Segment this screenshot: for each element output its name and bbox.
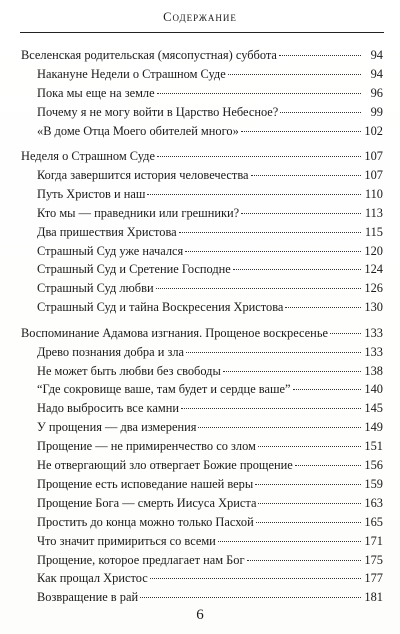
dot-leader — [150, 578, 361, 579]
toc-entry-title: Что значит примириться со всеми — [37, 533, 216, 548]
toc-entry-page: 149 — [364, 420, 383, 435]
toc-entry-title: Прощение — не примиренчество со злом — [37, 439, 256, 454]
toc-entry-page: 133 — [364, 344, 383, 359]
toc-entry-page: 120 — [364, 243, 383, 258]
toc-section — [21, 147, 383, 317]
toc-entry-title: Путь Христов и наш — [37, 186, 146, 201]
toc-entry-title: “Где сокровище ваше, там будет и сердце ваше” — [37, 382, 291, 397]
dot-leader — [295, 465, 361, 466]
toc-entry-title: Простить до конца можно только Пасхой — [37, 514, 254, 529]
toc-entry — [21, 103, 383, 122]
toc-entry-page: 107 — [364, 167, 383, 182]
dot-leader — [140, 597, 361, 598]
toc-entry — [21, 260, 383, 279]
toc-entry-page: 94 — [370, 48, 383, 62]
dot-leader — [233, 269, 361, 270]
dot-leader — [258, 446, 361, 447]
toc-entry — [21, 475, 383, 494]
toc-entry-title: Прощение, которое предлагает нам Бог — [37, 552, 245, 567]
toc-entry — [21, 65, 383, 84]
toc-entry-page: 124 — [364, 262, 383, 277]
toc-entry — [21, 223, 383, 242]
toc-entry-title: Страшный Суд уже начался — [37, 243, 184, 258]
toc-entry-title: У прощения — два измерения — [37, 420, 197, 435]
toc-entry-page: 126 — [364, 281, 383, 296]
toc-entry — [21, 380, 383, 399]
toc-entry — [21, 362, 383, 381]
toc-section — [21, 46, 383, 141]
toc-entry — [21, 242, 383, 261]
toc-entry-page: 145 — [364, 401, 383, 416]
dot-leader — [218, 541, 361, 542]
toc-entry — [21, 298, 383, 317]
dot-leader — [147, 194, 361, 195]
toc-entry-title: Древо познания добра и зла — [37, 344, 185, 359]
toc-entry-title: Кто мы — праведники или грешники? — [37, 205, 240, 220]
toc-entry — [21, 588, 383, 607]
toc-section-entry — [21, 147, 383, 166]
dot-leader — [293, 389, 361, 390]
toc-entry — [21, 456, 383, 475]
toc-entry-page: 96 — [370, 85, 383, 100]
toc-entry-page: 94 — [370, 66, 383, 81]
dot-leader — [181, 408, 361, 409]
dot-leader — [330, 333, 361, 334]
toc-entry-title: Не может быть любви без свободы — [37, 363, 221, 378]
toc-entry — [21, 513, 383, 532]
dot-leader — [280, 112, 361, 113]
toc-section-entry — [21, 324, 383, 343]
toc-entry — [21, 343, 383, 362]
dot-leader — [258, 503, 361, 504]
toc-entry-page: 165 — [364, 514, 383, 529]
toc-entry — [21, 204, 383, 223]
dot-leader — [186, 352, 361, 353]
table-of-contents — [21, 46, 383, 614]
toc-entry-page: 181 — [364, 590, 383, 605]
toc-entry-title: Вселенская родительская (мясопустная) суббота — [21, 48, 277, 62]
toc-entry-page: 151 — [364, 439, 383, 454]
toc-entry-title: Страшный Суд и Сретение Господне — [37, 262, 231, 277]
toc-entry-title: Возвращение в рай — [37, 590, 139, 605]
toc-entry-page: 159 — [364, 476, 383, 491]
toc-section-entry — [21, 46, 383, 65]
toc-entry-title: Пока мы еще на земле — [37, 85, 155, 100]
toc-entry-page: 175 — [364, 552, 383, 567]
toc-entry-title: Не отвергающий зло отвергает Божие прощение — [37, 458, 293, 473]
toc-entry-page: 163 — [364, 495, 383, 510]
header-rule — [20, 32, 384, 33]
toc-entry-page: 102 — [364, 123, 383, 138]
toc-entry-page: 133 — [364, 325, 383, 340]
toc-entry-page: 130 — [364, 300, 383, 315]
toc-entry — [21, 185, 383, 204]
dot-leader — [156, 288, 361, 289]
dot-leader — [157, 156, 361, 157]
toc-entry-title: Воспоминание Адамова изгнания. Прощеное воскресенье — [21, 325, 328, 340]
toc-entry-title: Накануне Недели о Страшном Суде — [37, 66, 226, 81]
dot-leader — [198, 427, 361, 428]
toc-entry — [21, 532, 383, 551]
dot-leader — [179, 232, 361, 233]
dot-leader — [157, 93, 361, 94]
toc-entry-title: Почему я не могу войти в Царство Небесное? — [37, 104, 279, 119]
toc-entry-page: 171 — [364, 533, 383, 548]
toc-entry-title: Неделя о Страшном Суде — [21, 149, 155, 164]
dot-leader — [241, 131, 361, 132]
toc-entry-page: 156 — [364, 458, 383, 473]
toc-entry-title: Прощение есть исповедание нашей веры — [37, 476, 254, 491]
dot-leader — [241, 213, 361, 214]
toc-entry — [21, 279, 383, 298]
toc-entry — [21, 569, 383, 588]
dot-leader — [279, 55, 361, 56]
toc-entry-title: Страшный Суд и тайна Воскресения Христова — [37, 300, 284, 315]
toc-entry-page: 140 — [364, 382, 383, 397]
toc-entry — [21, 84, 383, 103]
dot-leader — [256, 522, 361, 523]
toc-entry-title: «В доме Отца Моего обителей много» — [37, 123, 239, 138]
toc-entry-page: 177 — [364, 571, 383, 586]
toc-entry — [21, 399, 383, 418]
toc-entry — [21, 122, 383, 141]
toc-entry-title: Надо выбросить все камни — [37, 401, 179, 416]
toc-entry-page: 115 — [364, 224, 383, 239]
toc-entry — [21, 551, 383, 570]
page-number: 6 — [196, 607, 204, 623]
toc-entry — [21, 494, 383, 513]
dot-leader — [247, 560, 361, 561]
toc-entry-title: Как прощал Христос — [37, 571, 148, 586]
toc-entry-page: 110 — [364, 186, 383, 201]
toc-entry-title: Два пришествия Христова — [37, 224, 177, 239]
toc-entry-title: Прощение Бога — смерть Иисуса Христа — [37, 495, 257, 510]
dot-leader — [185, 251, 361, 252]
dot-leader — [251, 175, 361, 176]
toc-entry-page: 138 — [364, 363, 383, 378]
toc-section — [21, 324, 383, 608]
toc-entry-title: Когда завершится история человечества — [37, 167, 249, 182]
toc-entry-page: 107 — [364, 149, 383, 164]
toc-entry — [21, 437, 383, 456]
dot-leader — [285, 307, 361, 308]
toc-entry — [21, 418, 383, 437]
dot-leader — [255, 484, 361, 485]
toc-entry-page: 99 — [370, 104, 383, 119]
dot-leader — [223, 371, 361, 372]
toc-entry-title: Страшный Суд любви — [37, 281, 154, 296]
dot-leader — [228, 74, 361, 75]
toc-entry — [21, 166, 383, 185]
toc-entry-page: 113 — [364, 205, 383, 220]
running-head: Содержание — [163, 10, 237, 24]
